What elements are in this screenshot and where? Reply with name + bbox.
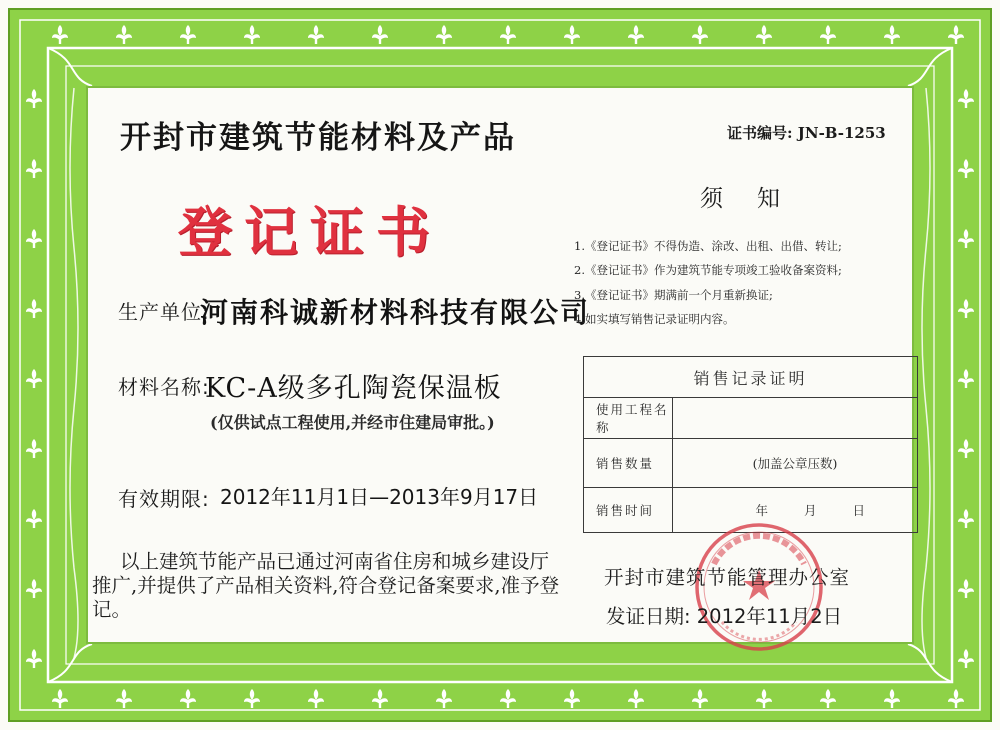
issuing-authority: 开封市建筑节能管理办公室 (604, 566, 851, 589)
certificate-title: 登记证书 (178, 200, 442, 264)
project-name-value (673, 398, 918, 439)
sales-quantity-label: 销售数量 (584, 439, 673, 488)
validity-label: 有效期限: (118, 487, 210, 511)
issue-date: 发证日期: 2012年11月2日 (606, 605, 843, 628)
time-year: 年 (755, 503, 768, 518)
producer-value: 河南科诚新材料科技有限公司 (200, 296, 591, 329)
material-note: (仅供试点工程使用,并经市住建局审批。) (210, 413, 495, 432)
material-value: KC-A级多孔陶瓷保温板 (205, 373, 502, 404)
time-month: 月 (803, 503, 817, 518)
sales-time-label: 销售时间 (584, 488, 673, 533)
notice-item: 2.《登记证书》作为建筑节能专项竣工验收备案资料; (574, 263, 842, 277)
notice-item: 4.如实填写销售记录证明内容。 (574, 312, 735, 326)
project-name-label: 使用工程名称 (584, 398, 673, 439)
material-label: 材料名称: (118, 375, 210, 399)
sales-record-table (583, 356, 918, 533)
certificate-main-title: 开封市建筑节能材料及产品 (120, 120, 516, 156)
notice-heading: 须知 (700, 186, 814, 212)
sales-record-title: 销售记录证明 (584, 357, 918, 398)
registration-statement: 以上建筑节能产品已通过河南省住房和城乡建设厅推广,并提供了产品相关资料,符合登记备案要求,准予登记。 (92, 550, 560, 621)
sales-quantity-value: (加盖公章压数) (673, 439, 918, 488)
producer-label: 生产单位: (118, 300, 210, 324)
certificate-number: 证书编号: JN-B-1253 (727, 124, 886, 142)
validity-value: 2012年11月1日—2013年9月17日 (220, 485, 539, 509)
notice-item: 3.《登记证书》期满前一个月重新换证; (574, 288, 773, 302)
notice-item: 1.《登记证书》不得伪造、涂改、出租、出借、转让; (574, 239, 842, 253)
time-day: 日 (852, 503, 865, 518)
